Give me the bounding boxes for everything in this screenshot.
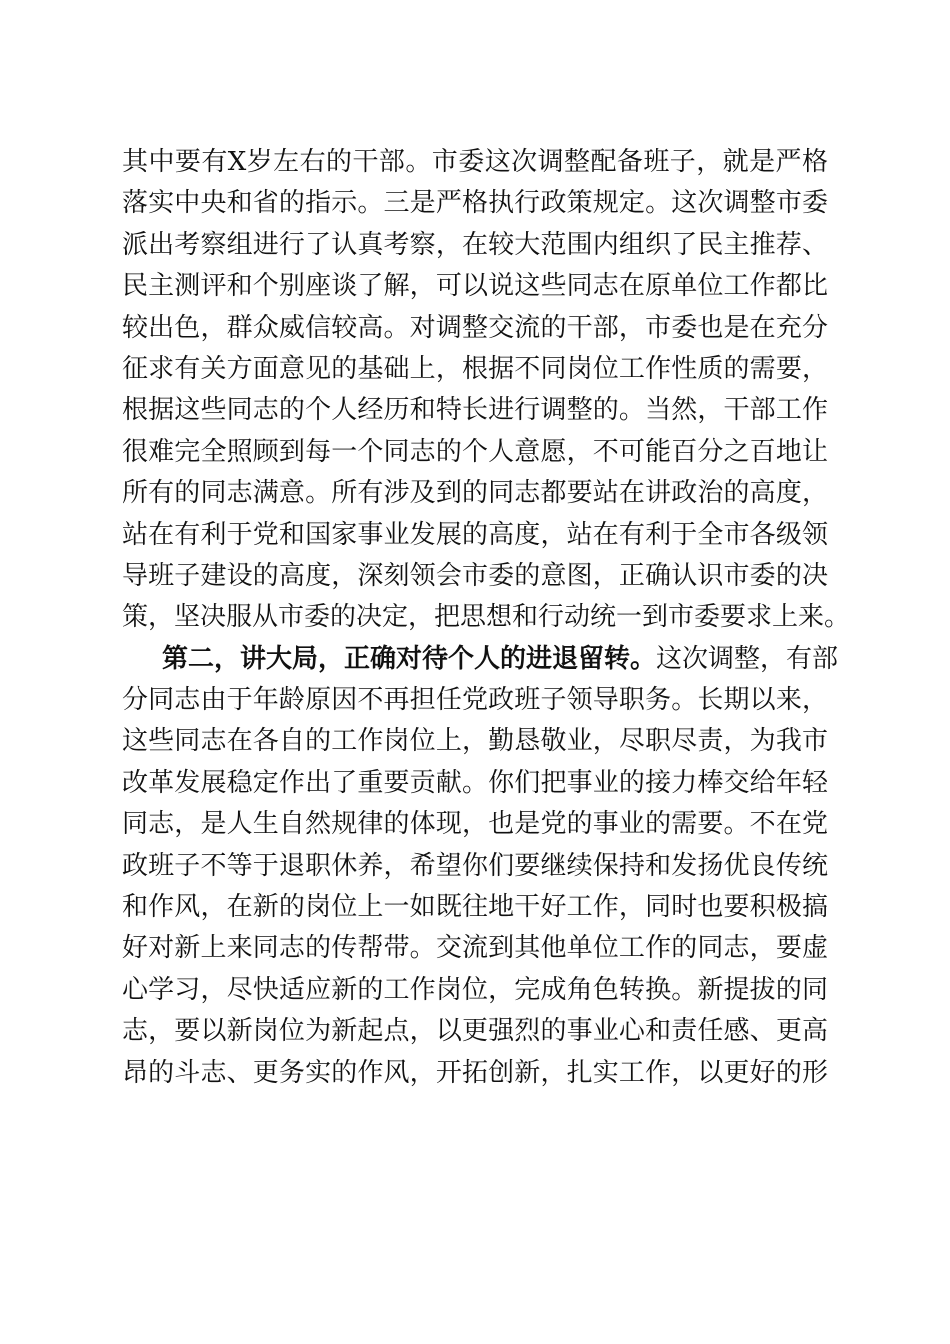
text-line: 派出考察组进行了认真考察，在较大范围内组织了民主推荐、: [122, 229, 828, 260]
text-line: 分同志由于年龄原因不再担任党政班子领导职务。长期以来，: [122, 685, 828, 716]
paragraph-1: [122, 142, 851, 639]
text-line: 改革发展稳定作出了重要贡献。你们把事业的接力棒交给年轻: [122, 767, 828, 798]
text-line: 这些同志在各自的工作岗位上，勤恳敬业，尽职尽责，为我市: [122, 726, 828, 757]
text-line: 政班子不等于退职休养，希望你们要继续保持和发扬优良传统: [122, 850, 828, 881]
text-line: 很难完全照顾到每一个同志的个人意愿，不可能百分之百地让: [122, 436, 828, 467]
text-line: 站在有利于党和国家事业发展的高度，站在有利于全市各级领: [122, 519, 828, 550]
text-line: 征求有关方面意见的基础上，根据不同岗位工作性质的需要，: [122, 353, 828, 384]
text-line: 志，要以新岗位为新起点，以更强烈的事业心和责任感、更高: [122, 1016, 828, 1047]
text-line: 较出色，群众威信较高。对调整交流的干部，市委也是在充分: [122, 312, 828, 343]
text-line: 导班子建设的高度，深刻领会市委的意图，正确认识市委的决: [122, 560, 828, 591]
text-run: 这次调整，有部: [656, 643, 839, 674]
text-line: 根据这些同志的个人经历和特长进行调整的。当然，干部工作: [122, 395, 828, 426]
text-line: 同志，是人生自然规律的体现，也是党的事业的需要。不在党: [122, 809, 828, 840]
text-line: 民主测评和个别座谈了解，可以说这些同志在原单位工作都比: [122, 271, 828, 302]
body-text: [122, 142, 851, 1094]
paragraph-2-first-line: [122, 639, 839, 680]
text-line: 和作风，在新的岗位上一如既往地干好工作，同时也要积极搞: [122, 892, 828, 923]
text-line: 策，坚决服从市委的决定，把思想和行动统一到市委要求上来。: [122, 602, 851, 633]
text-line: 心学习，尽快适应新的工作岗位，完成角色转换。新提拔的同: [122, 974, 828, 1005]
paragraph-2: [122, 639, 839, 1094]
text-line: 所有的同志满意。所有涉及到的同志都要站在讲政治的高度，: [122, 478, 828, 509]
section-heading: 第二，讲大局，正确对待个人的进退留转。: [162, 643, 657, 674]
text-line: 好对新上来同志的传帮带。交流到其他单位工作的同志，要虚: [122, 933, 828, 964]
text-line: 昂的斗志、更务实的作风，开拓创新，扎实工作，以更好的形: [122, 1057, 828, 1088]
text-line: 其中要有X岁左右的干部。市委这次调整配备班子，就是严格: [122, 147, 828, 177]
text-line: 落实中央和省的指示。三是严格执行政策规定。这次调整市委: [122, 188, 828, 219]
